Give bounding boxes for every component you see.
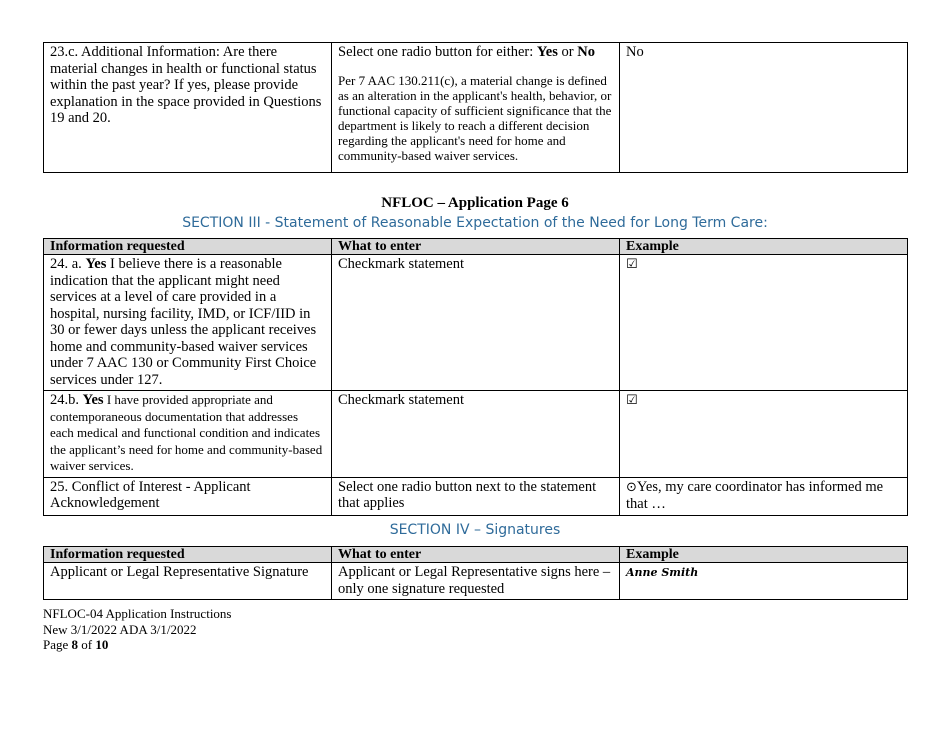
q23c-or: or — [557, 44, 578, 60]
header-what-to-enter: What to enter — [332, 239, 620, 255]
question-23c-table — [43, 42, 908, 173]
page-heading: NFLOC – Application Page 6 — [381, 195, 569, 211]
q24a-what: Checkmark statement — [332, 255, 620, 391]
footer-doc-title: NFLOC-04 Application Instructions — [43, 606, 232, 621]
page-prefix: Page — [43, 637, 72, 652]
q25-what: Select one radio button next to the statement that applies — [332, 477, 620, 515]
page-total: 10 — [95, 637, 109, 652]
radio-selected-icon: ⊙ — [626, 479, 637, 495]
table-row — [44, 563, 908, 600]
q23c-instr-prefix: Select one radio button for either: — [338, 44, 537, 60]
q23c-example: No — [620, 43, 908, 173]
header-what-to-enter: What to enter — [332, 547, 620, 563]
table-header-row — [44, 547, 908, 563]
q24b-text: I have provided appropriate and contemporaneous documentation that addresses each medical and functional condition and indicates the applicant’s need for home and community-based waiver services. — [50, 392, 323, 473]
q25-label: 25. Conflict of Interest - Applicant Acknowledgement — [44, 477, 332, 515]
signature-what: Applicant or Legal Representative signs here – only one signature requested — [332, 563, 620, 600]
table-row — [44, 391, 908, 478]
page-footer — [43, 606, 232, 653]
checkbox-checked-icon: ☑ — [626, 393, 638, 408]
signature-image: Anne Smith — [626, 566, 699, 579]
table-header-row — [44, 239, 908, 255]
q25-example — [620, 477, 908, 515]
section-4-table — [43, 546, 908, 600]
q25-example-text: Yes, my care coordinator has informed me that … — [626, 478, 884, 512]
signature-label: Applicant or Legal Representative Signature — [44, 563, 332, 600]
q23c-label: 23.c. Additional Information: Are there material changes in health or functional status within the past year? If yes, please provide explanation in the space provided in Questions 19 and 20. — [44, 43, 332, 173]
checkbox-checked-icon: ☑ — [626, 257, 638, 272]
page-mid: of — [78, 637, 96, 652]
header-information-requested: Information requested — [44, 239, 332, 255]
q23c-note: Per 7 AAC 130.211(c), a material change is defined as an alteration in the applicant's health, behavior, or functional capacity of sufficient significance that the department is likely to reach a different decision regarding the applicant's need for home and community-based waiver services. — [338, 72, 612, 163]
q24b-example — [620, 391, 908, 478]
table-row — [44, 43, 908, 173]
table-row — [44, 255, 908, 391]
q24a-yes: Yes — [85, 256, 107, 272]
q24b-what: Checkmark statement — [332, 391, 620, 478]
q23c-instructions — [332, 43, 620, 173]
header-information-requested: Information requested — [44, 547, 332, 563]
table-row — [44, 477, 908, 515]
q23c-no: No — [577, 44, 595, 60]
q24a-example — [620, 255, 908, 391]
footer-page-number — [43, 637, 232, 653]
q24a-label — [44, 255, 332, 391]
section-3-heading: SECTION III - Statement of Reasonable Expectation of the Need for Long Term Care: — [182, 215, 768, 231]
footer-dates: New 3/1/2022 ADA 3/1/2022 — [43, 621, 197, 637]
q24b-prefix: 24.b. — [50, 392, 83, 408]
header-example: Example — [620, 547, 908, 563]
signature-example — [620, 563, 908, 600]
page-num: 8 — [71, 637, 79, 652]
q23c-yes: Yes — [536, 44, 558, 60]
section-4-heading: SECTION IV – Signatures — [389, 522, 561, 538]
q24b-yes: Yes — [82, 392, 104, 408]
q24b-label — [44, 391, 332, 478]
section-3-table — [43, 238, 908, 516]
header-example: Example — [620, 239, 908, 255]
q24a-prefix: 24. a. — [50, 256, 86, 272]
q24a-text: I believe there is a reasonable indication that the applicant might need services at a level of care provided in a hospital, nursing facility, IMD, or ICF/IID in 30 or fewer days unless the applicant receives home and community-based waiver services under 7 AAC 130 or Community First Choice services under 127. — [50, 256, 317, 388]
